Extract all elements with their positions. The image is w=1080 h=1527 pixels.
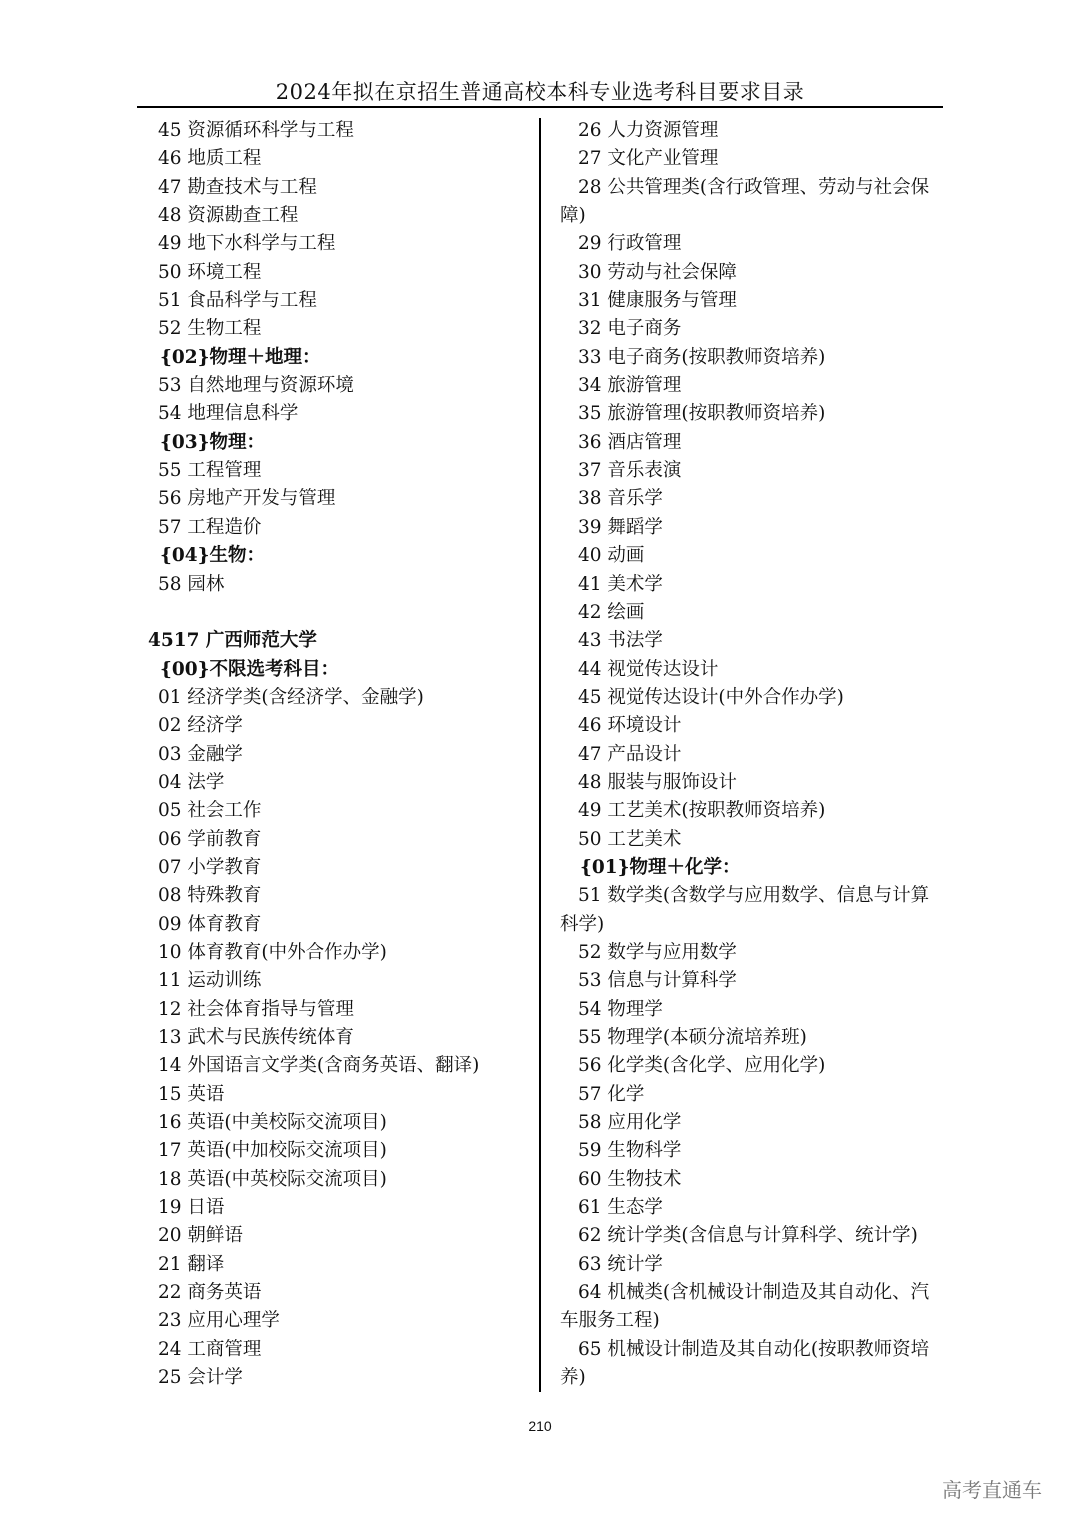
major-list-item: 46 地质工程	[158, 148, 262, 170]
watermark: 高考直通车	[942, 1478, 1042, 1502]
major-list-item: 49 地下水科学与工程	[158, 233, 336, 255]
major-list-item: 53 信息与计算科学	[578, 970, 737, 992]
major-list-item: 55 物理学(本硕分流培养班)	[578, 1027, 807, 1048]
major-list-item: 39 舞蹈学	[578, 516, 663, 538]
major-list-item: 59 生物科学	[578, 1140, 682, 1162]
major-list-item: 06 学前教育	[158, 828, 262, 850]
major-list-item: 43 书法学	[578, 630, 663, 652]
major-list-item: 51 食品科学与工程	[158, 290, 317, 312]
major-list-item: 23 应用心理学	[158, 1310, 280, 1332]
left-column	[148, 117, 528, 1392]
school-heading: 4517 广西师范大学	[148, 630, 317, 652]
major-list-item: 45 资源循环科学与工程	[158, 120, 354, 141]
major-list-item: 09 体育教育	[158, 913, 262, 935]
major-list-item: 31 健康服务与管理	[578, 290, 737, 312]
major-list-item: 63 统计学	[578, 1253, 663, 1275]
major-list-item: 45 视觉传达设计(中外合作办学)	[578, 686, 844, 708]
major-list-item: 60 生物技术	[578, 1168, 682, 1190]
major-list-item: 24 工商管理	[158, 1338, 262, 1360]
major-list-item: 50 工艺美术	[578, 828, 682, 850]
major-list-item: 56 房地产开发与管理	[158, 488, 336, 510]
major-list-item: 28 公共管理类(含行政管理、劳动与社会保障)	[560, 176, 930, 227]
major-list-item: 36 酒店管理	[578, 431, 682, 453]
major-list-item: 03 金融学	[158, 743, 243, 765]
major-list-item: 29 行政管理	[578, 233, 682, 255]
major-list-item: 05 社会工作	[158, 800, 262, 822]
page-number: 210	[528, 1418, 552, 1434]
major-list-item: 02 经济学	[158, 715, 243, 737]
major-list-item: 56 化学类(含化学、应用化学)	[578, 1055, 826, 1077]
subject-requirement-header: {03}物理：	[160, 431, 266, 453]
major-list-item: 13 武术与民族传统体育	[158, 1027, 354, 1048]
major-list-item: 44 视觉传达设计	[578, 658, 719, 680]
major-list-item: 55 工程管理	[158, 460, 262, 482]
major-list-item: 37 音乐表演	[578, 460, 682, 482]
major-list-item: 22 商务英语	[158, 1282, 262, 1304]
major-list-item: 41 美术学	[578, 573, 663, 595]
major-list-item: 12 社会体育指导与管理	[158, 998, 354, 1020]
major-list-item: 08 特殊教育	[158, 885, 262, 907]
major-list-item: 26 人力资源管理	[578, 120, 719, 141]
major-list-item: 57 化学	[578, 1083, 645, 1105]
major-list-item: 30 劳动与社会保障	[578, 261, 737, 283]
major-list-item: 11 运动训练	[158, 970, 262, 992]
right-column	[560, 117, 944, 1392]
major-list-item: 47 产品设计	[578, 743, 682, 765]
major-list-item: 38 音乐学	[578, 488, 663, 510]
major-list-item: 10 体育教育(中外合作办学)	[158, 941, 387, 963]
major-list-item: 53 自然地理与资源环境	[158, 375, 354, 397]
major-list-item: 50 环境工程	[158, 261, 262, 283]
major-list-item: 33 电子商务(按职教师资培养)	[578, 346, 826, 368]
major-list-item: 62 统计学类(含信息与计算科学、统计学)	[578, 1225, 918, 1247]
major-list-item: 14 外国语言文学类(含商务英语、翻译)	[158, 1055, 480, 1077]
major-list-item: 20 朝鲜语	[158, 1225, 243, 1247]
major-list-item: 04 法学	[158, 771, 225, 793]
page-title: 2024年拟在京招生普通高校本科专业选考科目要求目录	[275, 80, 805, 104]
major-list-item: 42 绘画	[578, 601, 645, 623]
major-list-item: 18 英语(中英校际交流项目)	[158, 1168, 387, 1190]
major-list-item: 17 英语(中加校际交流项目)	[158, 1140, 387, 1162]
major-list-item: 57 工程造价	[158, 516, 262, 538]
major-list-item: 65 机械设计制造及其自动化(按职教师资培养)	[560, 1338, 930, 1389]
subject-requirement-header: {01}物理＋化学：	[580, 856, 741, 878]
major-list-item: 49 工艺美术(按职教师资培养)	[578, 800, 826, 822]
major-list-item: 52 数学与应用数学	[578, 941, 737, 963]
major-list-item: 16 英语(中美校际交流项目)	[158, 1112, 387, 1134]
column-divider	[539, 118, 541, 1392]
major-list-item: 40 动画	[578, 545, 645, 567]
major-list-item: 54 物理学	[578, 998, 663, 1020]
major-list-item: 58 园林	[158, 573, 225, 595]
subject-requirement-header: {04}生物：	[160, 545, 266, 567]
major-list-item: 48 服装与服饰设计	[578, 771, 737, 793]
major-list-item: 64 机械类(含机械设计制造及其自动化、汽车服务工程)	[560, 1282, 930, 1332]
header-rule	[137, 106, 943, 108]
major-list-item: 54 地理信息科学	[158, 403, 299, 425]
major-list-item: 51 数学类(含数学与应用数学、信息与计算科学)	[560, 885, 930, 935]
major-list-item: 21 翻译	[158, 1253, 225, 1275]
major-list-item: 34 旅游管理	[578, 375, 682, 397]
major-list-item: 46 环境设计	[578, 715, 682, 737]
major-list-item: 25 会计学	[158, 1367, 243, 1389]
major-list-item: 07 小学教育	[158, 856, 262, 878]
major-list-item: 27 文化产业管理	[578, 148, 719, 170]
spacer	[148, 599, 528, 627]
major-list-item: 15 英语	[158, 1083, 225, 1105]
major-list-item: 52 生物工程	[158, 318, 262, 340]
subject-requirement-header: {02}物理＋地理：	[160, 346, 321, 368]
major-list-item: 35 旅游管理(按职教师资培养)	[578, 403, 826, 425]
major-list-item: 47 勘查技术与工程	[158, 176, 317, 198]
major-list-item: 32 电子商务	[578, 318, 682, 340]
subject-requirement-header: {00}不限选考科目：	[160, 658, 340, 680]
major-list-item: 19 日语	[158, 1197, 225, 1219]
major-list-item: 61 生态学	[578, 1197, 663, 1219]
major-list-item: 58 应用化学	[578, 1112, 682, 1134]
major-list-item: 48 资源勘查工程	[158, 205, 299, 227]
major-list-item: 01 经济学类(含经济学、金融学)	[158, 686, 424, 708]
